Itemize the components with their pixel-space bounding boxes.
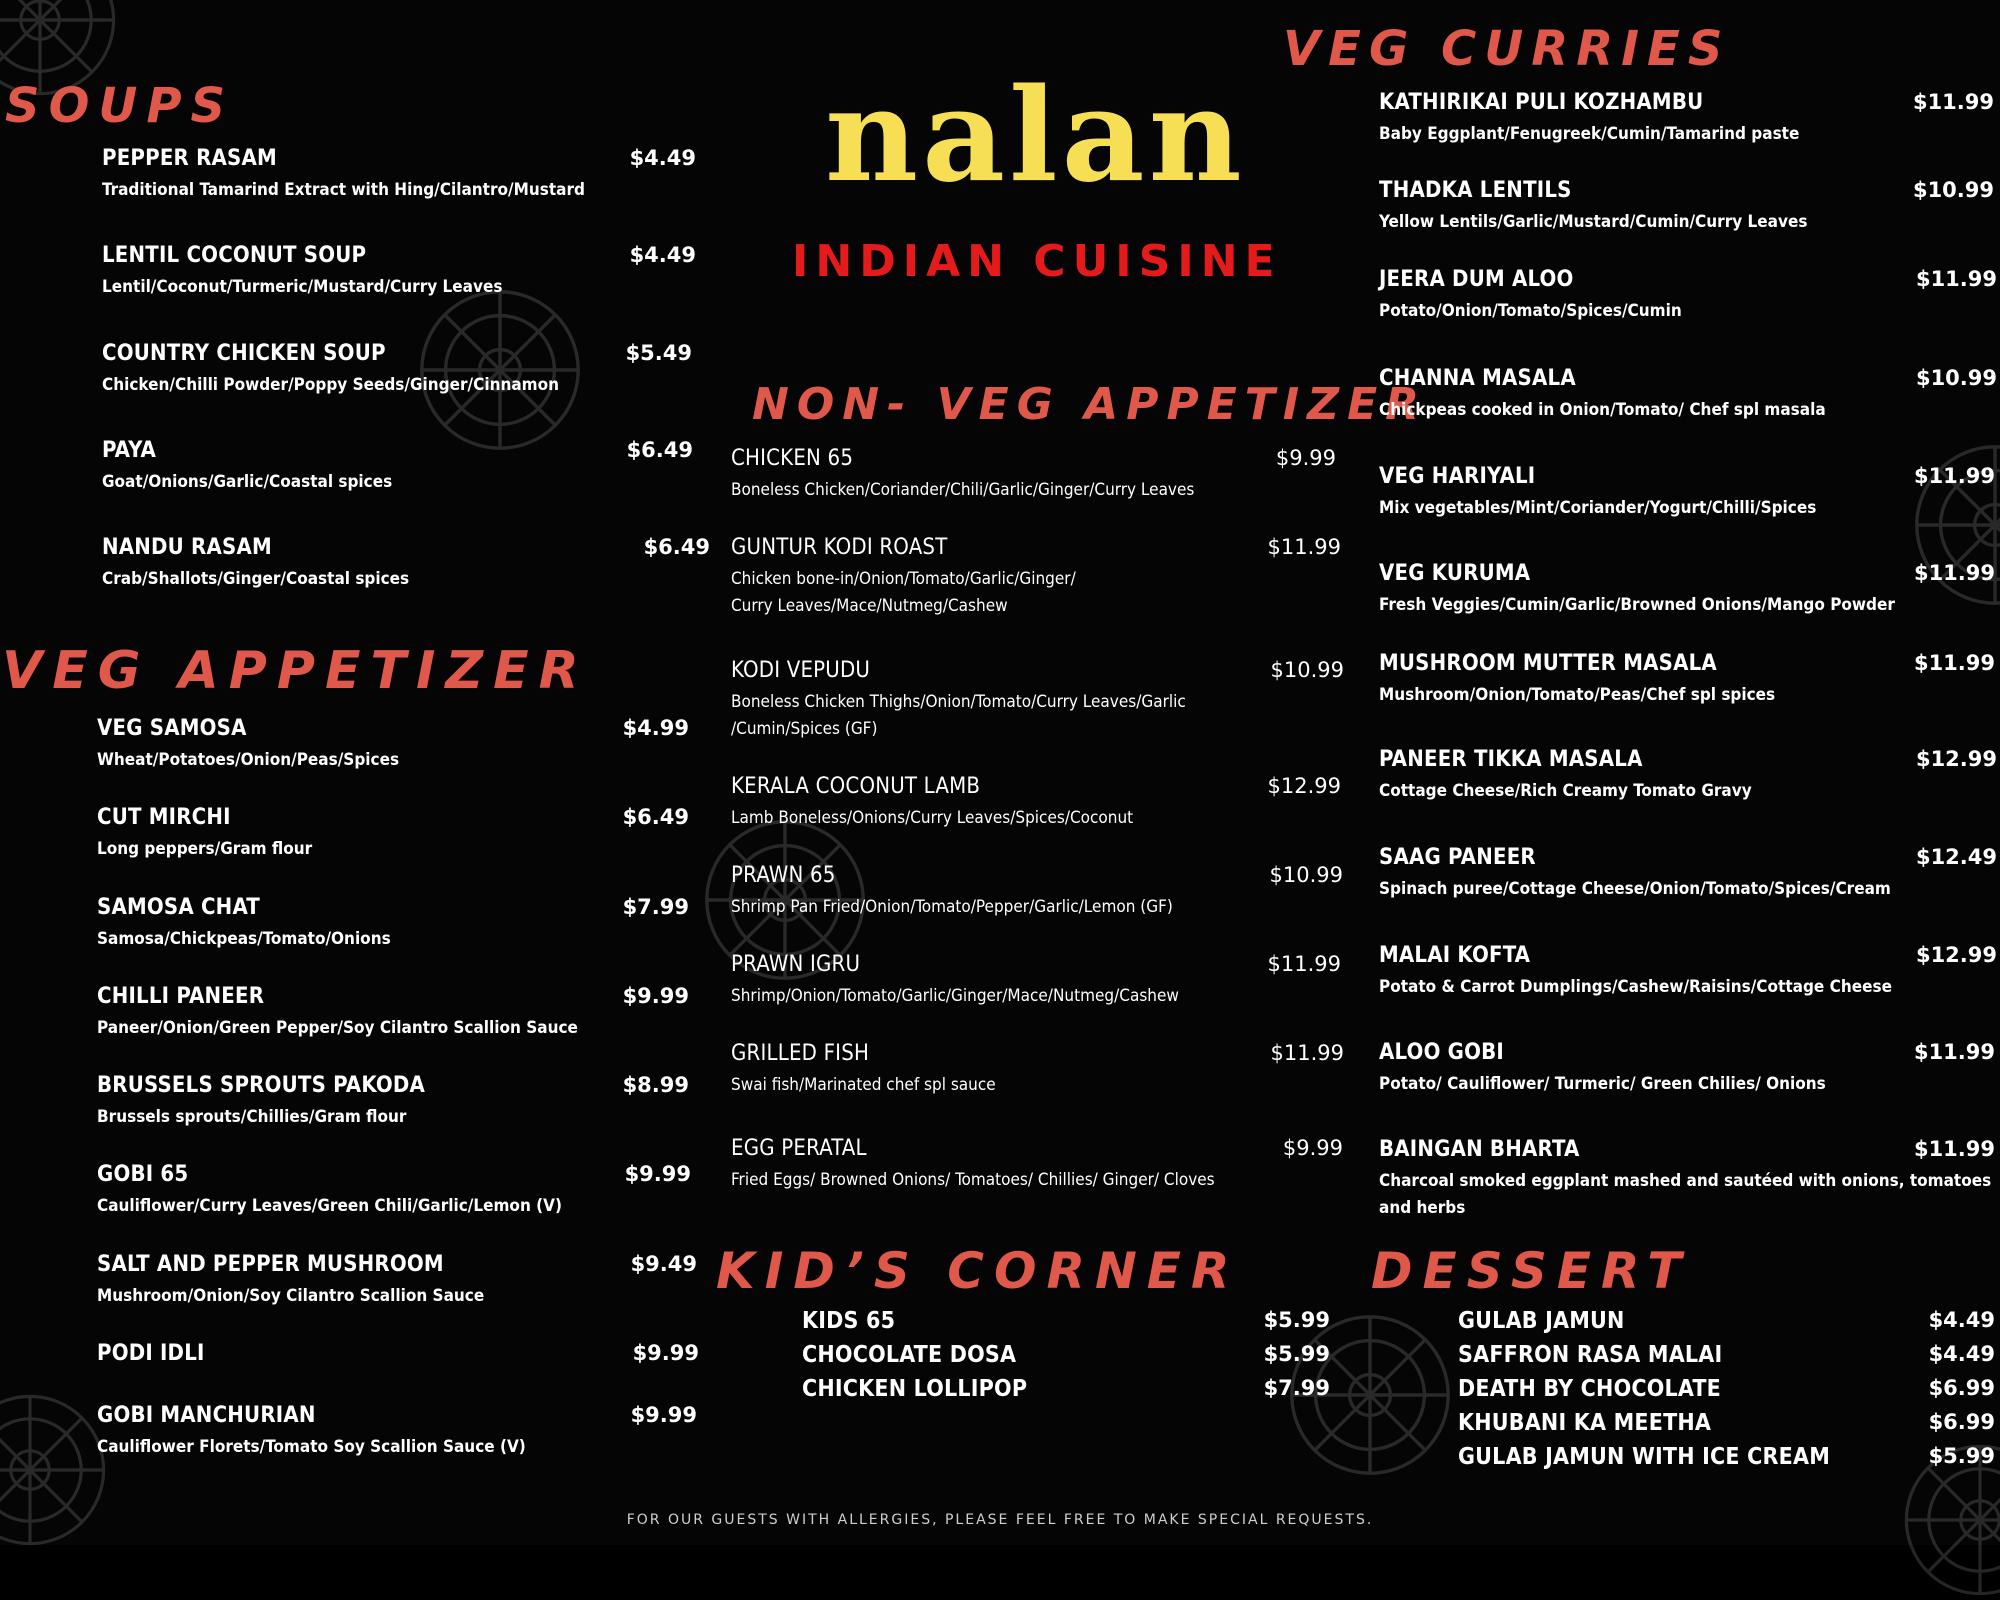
item-description: Long peppers/Gram flour [97, 839, 313, 859]
item-description: Cauliflower Florets/Tomato Soy Scallion Sauce (V) [97, 1437, 526, 1457]
menu-item [802, 1342, 1330, 1372]
menu-item [97, 1341, 699, 1373]
item-price: $9.49 [630, 1252, 697, 1276]
item-description: Cauliflower/Curry Leaves/Green Chili/Garlic/Lemon (V) [97, 1196, 562, 1216]
item-price: $6.99 [1928, 1410, 1995, 1434]
item-price: $11.99 [1913, 1040, 1995, 1064]
menu-item [802, 1308, 1330, 1338]
item-price: $11.99 [1912, 90, 1994, 114]
item-price: $4.49 [1928, 1342, 1995, 1366]
menu-item [1379, 267, 1997, 327]
item-name: JEERA DUM ALOO [1379, 267, 1574, 292]
menu-item [1458, 1342, 1995, 1372]
menu-item [102, 243, 696, 303]
item-price: $11.99 [1913, 561, 1995, 585]
item-name: VEG SAMOSA [97, 716, 247, 741]
item-name: CHICKEN 65 [731, 446, 854, 471]
item-price: $12.99 [1915, 943, 1997, 967]
menu-item [731, 863, 1343, 923]
item-description: Potato & Carrot Dumplings/Cashew/Raisins/Cottage Cheese [1379, 977, 1892, 997]
menu-item [1379, 90, 1994, 150]
item-name: SALT AND PEPPER MUSHROOM [97, 1252, 444, 1277]
item-description: Mushroom/Onion/Soy Cilantro Scallion Sauce [97, 1286, 485, 1306]
menu-item [1379, 561, 1995, 621]
menu-item [102, 438, 693, 498]
item-description: Wheat/Potatoes/Onion/Peas/Spices [97, 750, 400, 770]
item-name: PRAWN 65 [731, 863, 836, 888]
item-price: $11.99 [1915, 267, 1997, 291]
menu-item [731, 1041, 1344, 1101]
item-price: $10.99 [1269, 863, 1343, 887]
item-description-line2: /Cumin/Spices (GF) [731, 719, 878, 739]
item-price: $5.99 [1263, 1342, 1330, 1366]
item-name: CHICKEN LOLLIPOP [802, 1376, 1028, 1402]
item-price: $5.99 [1928, 1444, 1995, 1468]
item-description: Chicken bone-in/Onion/Tomato/Garlic/Ginger/ [731, 569, 1076, 589]
item-name: GULAB JAMUN [1458, 1308, 1625, 1334]
menu-item [1379, 943, 1997, 1003]
item-description: Baby Eggplant/Fenugreek/Cumin/Tamarind paste [1379, 124, 1800, 144]
menu-item [1458, 1308, 1995, 1338]
item-description: Boneless Chicken Thighs/Onion/Tomato/Curry Leaves/Garlic [731, 692, 1186, 712]
menu-item [97, 984, 689, 1044]
item-description: Traditional Tamarind Extract with Hing/Cilantro/Mustard [102, 180, 585, 200]
menu-item [1379, 464, 1995, 524]
item-description: Crab/Shallots/Ginger/Coastal spices [102, 569, 410, 589]
item-price: $11.99 [1913, 464, 1995, 488]
menu-item [97, 1073, 689, 1133]
item-name: MALAI KOFTA [1379, 943, 1531, 968]
item-price: $4.49 [1928, 1308, 1995, 1332]
menu-item [731, 774, 1341, 834]
menu-item [731, 658, 1344, 748]
item-name: PANEER TIKKA MASALA [1379, 747, 1643, 772]
restaurant-subtitle: INDIAN CUISINE [792, 236, 1282, 287]
item-price: $10.99 [1270, 658, 1344, 682]
item-name: BRUSSELS SPROUTS PAKODA [97, 1073, 426, 1098]
item-price: $6.49 [626, 438, 693, 462]
item-name: VEG HARIYALI [1379, 464, 1536, 489]
restaurant-logo: nalan [825, 61, 1246, 211]
item-price: $10.99 [1915, 366, 1997, 390]
item-description: Boneless Chicken/Coriander/Chili/Garlic/Ginger/Curry Leaves [731, 480, 1195, 500]
menu-item [1379, 1137, 1995, 1227]
menu-item [731, 1136, 1343, 1196]
menu-item [97, 1403, 697, 1463]
item-name: KODI VEPUDU [731, 658, 871, 683]
item-name: KATHIRIKAI PULI KOZHAMBU [1379, 90, 1704, 115]
item-name: DEATH BY CHOCOLATE [1458, 1376, 1722, 1402]
item-price: $9.99 [1282, 1136, 1343, 1160]
item-price: $9.99 [622, 984, 689, 1008]
item-price: $6.49 [622, 805, 689, 829]
section-title-veg-curries: VEG CURRIES [1283, 21, 1731, 77]
menu-item [1379, 845, 1997, 905]
section-title-dessert: DESSERT [1371, 1242, 1692, 1300]
menu-item [97, 1252, 697, 1312]
item-name: PAYA [102, 438, 157, 463]
item-name: SAMOSA CHAT [97, 895, 260, 920]
item-price: $6.49 [643, 535, 710, 559]
item-name: BAINGAN BHARTA [1379, 1137, 1580, 1162]
item-price: $7.99 [622, 895, 689, 919]
item-description: Paneer/Onion/Green Pepper/Soy Cilantro Scallion Sauce [97, 1018, 578, 1038]
allergy-note: FOR OUR GUESTS WITH ALLERGIES, PLEASE FEEL FREE TO MAKE SPECIAL REQUESTS. [626, 1512, 1374, 1528]
item-name: GRILLED FISH [731, 1041, 870, 1066]
item-name: COUNTRY CHICKEN SOUP [102, 341, 386, 366]
item-name: CHOCOLATE DOSA [802, 1342, 1017, 1368]
menu-item [102, 341, 692, 401]
menu-item [1379, 651, 1995, 711]
item-price: $11.99 [1913, 1137, 1995, 1161]
item-name: PEPPER RASAM [102, 146, 277, 171]
menu-item [802, 1376, 1330, 1406]
item-description: Fresh Veggies/Cumin/Garlic/Browned Onions/Mango Powder [1379, 595, 1895, 615]
item-name: SAFFRON RASA MALAI [1458, 1342, 1723, 1368]
item-price: $11.99 [1267, 535, 1341, 559]
section-title-veg-appetizer: VEG APPETIZER [2, 641, 589, 701]
item-description: Fried Eggs/ Browned Onions/ Tomatoes/ Chillies/ Ginger/ Cloves [731, 1170, 1215, 1190]
item-name: VEG KURUMA [1379, 561, 1531, 586]
section-title-non-veg-appetizer: NON- VEG APPETIZER [752, 379, 1428, 430]
item-description: Lentil/Coconut/Turmeric/Mustard/Curry Leaves [102, 277, 503, 297]
item-description: Shrimp Pan Fried/Onion/Tomato/Pepper/Garlic/Lemon (GF) [731, 897, 1173, 917]
item-description-line2: Curry Leaves/Mace/Nutmeg/Cashew [731, 596, 1008, 616]
item-name: GOBI MANCHURIAN [97, 1403, 316, 1428]
item-description: Potato/Onion/Tomato/Spices/Cumin [1379, 301, 1682, 321]
item-price: $8.99 [622, 1073, 689, 1097]
item-name: PODI IDLI [97, 1341, 205, 1366]
section-title-soups: SOUPS [5, 78, 235, 134]
item-name: MUSHROOM MUTTER MASALA [1379, 651, 1717, 676]
item-description: Brussels sprouts/Chillies/Gram flour [97, 1107, 407, 1127]
item-name: KERALA COCONUT LAMB [731, 774, 981, 799]
item-description: Charcoal smoked eggplant mashed and sautéed with onions, tomatoes [1379, 1171, 1992, 1191]
item-price: $11.99 [1270, 1041, 1344, 1065]
section-title-kids-corner: KID’S CORNER [716, 1242, 1240, 1300]
item-price: $9.99 [1275, 446, 1336, 470]
item-price: $5.99 [1263, 1308, 1330, 1332]
item-price: $5.49 [625, 341, 692, 365]
item-price: $12.49 [1915, 845, 1997, 869]
item-description: Shrimp/Onion/Tomato/Garlic/Ginger/Mace/Nutmeg/Cashew [731, 986, 1179, 1006]
item-name: SAAG PANEER [1379, 845, 1536, 870]
item-price: $4.49 [629, 146, 696, 170]
item-price: $11.99 [1267, 952, 1341, 976]
menu-item [97, 805, 689, 865]
item-price: $6.99 [1928, 1376, 1995, 1400]
item-name: THADKA LENTILS [1379, 178, 1572, 203]
menu-item [1379, 178, 1994, 238]
menu-item [731, 446, 1336, 506]
item-price: $7.99 [1263, 1376, 1330, 1400]
item-name: NANDU RASAM [102, 535, 272, 560]
menu-item [1379, 747, 1997, 807]
item-price: $12.99 [1267, 774, 1341, 798]
item-name: EGG PERATAL [731, 1136, 867, 1161]
item-description: Mushroom/Onion/Tomato/Peas/Chef spl spices [1379, 685, 1776, 705]
menu-item [731, 535, 1341, 625]
item-name: KHUBANI KA MEETHA [1458, 1410, 1712, 1436]
item-description: Lamb Boneless/Onions/Curry Leaves/Spices/Coconut [731, 808, 1134, 828]
item-name: GUNTUR KODI ROAST [731, 535, 948, 560]
item-price: $9.99 [630, 1403, 697, 1427]
item-description: Potato/ Cauliflower/ Turmeric/ Green Chilies/ Onions [1379, 1074, 1826, 1094]
item-price: $4.49 [629, 243, 696, 267]
item-description: Cottage Cheese/Rich Creamy Tomato Gravy [1379, 781, 1752, 801]
item-price: $11.99 [1913, 651, 1995, 675]
item-description: Mix vegetables/Mint/Coriander/Yogurt/Chilli/Spices [1379, 498, 1817, 518]
menu-item [1379, 1040, 1995, 1100]
item-name: GULAB JAMUN WITH ICE CREAM [1458, 1444, 1831, 1470]
item-price: $12.99 [1915, 747, 1997, 771]
item-price: $9.99 [632, 1341, 699, 1365]
item-name: CHILLI PANEER [97, 984, 265, 1009]
menu-item [1458, 1410, 1995, 1440]
menu-item [1379, 366, 1997, 426]
item-description: Swai fish/Marinated chef spl sauce [731, 1075, 996, 1095]
item-name: CUT MIRCHI [97, 805, 231, 830]
menu-item [102, 535, 710, 595]
menu-item [731, 952, 1341, 1012]
item-description: Chicken/Chilli Powder/Poppy Seeds/Ginger/Cinnamon [102, 375, 560, 395]
item-price: $4.99 [622, 716, 689, 740]
item-description: Samosa/Chickpeas/Tomato/Onions [97, 929, 391, 949]
item-name: CHANNA MASALA [1379, 366, 1576, 391]
menu-item [1458, 1444, 1995, 1474]
menu-item [1458, 1376, 1995, 1406]
item-description: Spinach puree/Cottage Cheese/Onion/Tomato/Spices/Cream [1379, 879, 1891, 899]
item-description-line2: and herbs [1379, 1198, 1466, 1218]
item-name: GOBI 65 [97, 1162, 189, 1187]
item-name: KIDS 65 [802, 1308, 896, 1334]
menu-item [97, 1162, 691, 1222]
item-description: Chickpeas cooked in Onion/Tomato/ Chef spl masala [1379, 400, 1826, 420]
menu-item [97, 716, 689, 776]
item-description: Yellow Lentils/Garlic/Mustard/Cumin/Curry Leaves [1379, 212, 1808, 232]
item-name: ALOO GOBI [1379, 1040, 1504, 1065]
item-price: $10.99 [1912, 178, 1994, 202]
menu-item [97, 895, 689, 955]
item-name: PRAWN IGRU [731, 952, 861, 977]
item-name: LENTIL COCONUT SOUP [102, 243, 367, 268]
item-price: $9.99 [624, 1162, 691, 1186]
menu-item [102, 146, 696, 206]
item-description: Goat/Onions/Garlic/Coastal spices [102, 472, 393, 492]
